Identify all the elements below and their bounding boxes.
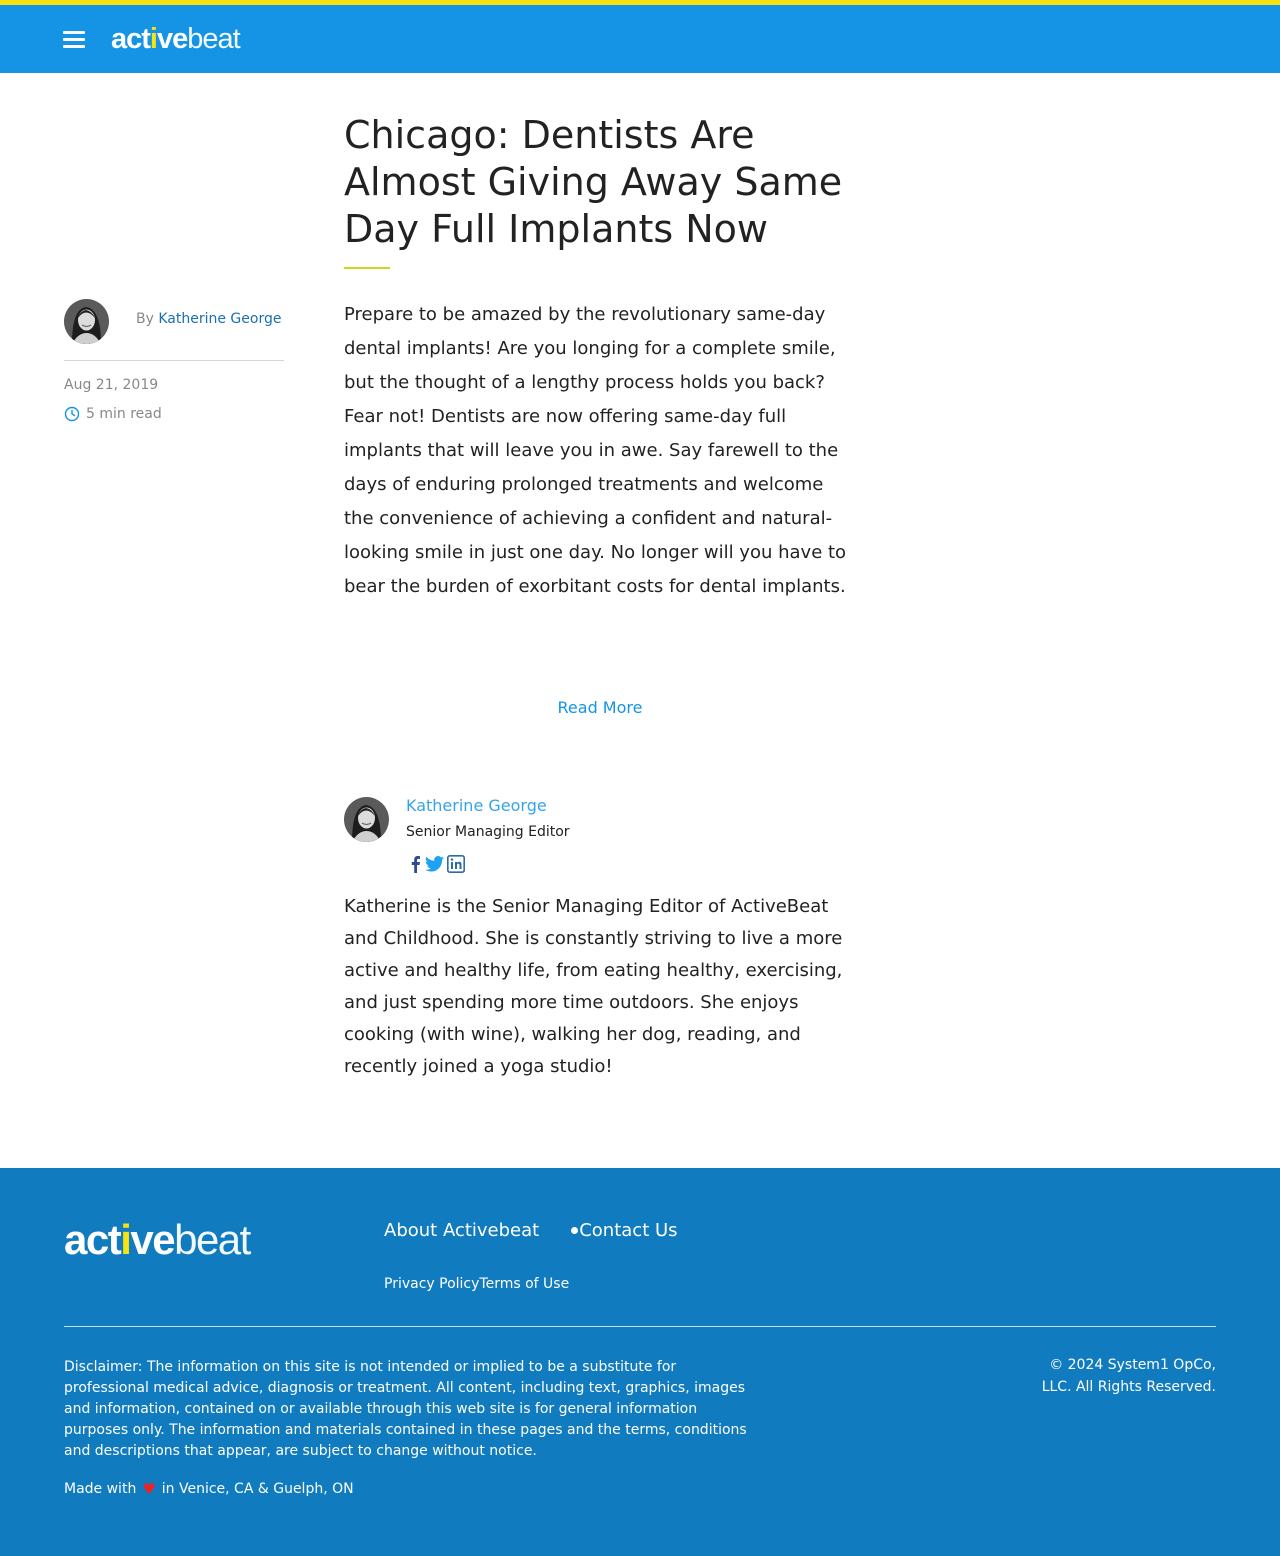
author-avatar[interactable] xyxy=(64,299,109,344)
byline-prefix: By xyxy=(136,311,154,327)
article-title: Chicago: Dentists Are Almost Giving Away Same Day Full Implants Now xyxy=(344,113,843,251)
publish-date: Aug 21, 2019 xyxy=(64,377,159,393)
hamburger-icon[interactable] xyxy=(63,31,85,49)
bio-author-name[interactable]: Katherine George xyxy=(406,796,547,815)
facebook-icon[interactable] xyxy=(408,855,422,873)
footer-legal-links xyxy=(384,1276,569,1292)
twitter-icon[interactable] xyxy=(425,855,444,873)
footer-link-privacy[interactable]: Privacy Policy xyxy=(384,1276,480,1292)
read-time xyxy=(64,406,162,422)
site-footer xyxy=(0,1168,1280,1556)
bio-author-role: Senior Managing Editor xyxy=(406,824,570,840)
footer-divider xyxy=(64,1326,1216,1327)
bio-avatar[interactable] xyxy=(344,797,389,842)
made-with-location: in Venice, CA & Guelph, ON xyxy=(161,1481,354,1497)
footer-link-terms[interactable]: Terms of Use xyxy=(479,1276,570,1292)
nav-separator-dot xyxy=(571,1227,578,1234)
read-time-label: 5 min read xyxy=(86,406,162,422)
footer-copyright: © 2024 System1 OpCo, LLC. All Rights Reserved. xyxy=(1041,1357,1216,1395)
footer-link-contact[interactable]: Contact Us xyxy=(579,1220,678,1241)
clock-icon xyxy=(64,406,80,422)
footer-disclaimer: Disclaimer: The information on this site is not intended or implied to be a substitute for professional medical advice, diagnosis or treatment. All content, including text, graphics, images and information, contained on or available through this web site is for general information purposes only. The information and materials contained in these pages and the terms, conditions and descriptions that appear, are subject to change without notice. xyxy=(64,1359,747,1459)
footer-logo[interactable]: activebeat xyxy=(64,1216,250,1263)
heart-icon: ♥ xyxy=(142,1480,156,1498)
footer-link-about[interactable]: About Activebeat xyxy=(384,1220,540,1241)
read-more-button[interactable]: Read More xyxy=(557,698,643,717)
bio-text: Katherine is the Senior Managing Editor of ActiveBeat and Childhood. She is constantly striving to live a more active and healthy life, from eating healthy, exercising, and just spending more time outdoors. She enjoys cooking (with wine), walking her dog, reading, and recently joined a yoga studio! xyxy=(344,896,843,1077)
byline xyxy=(136,311,281,327)
made-with-credit xyxy=(64,1480,354,1498)
social-links xyxy=(408,855,465,873)
author-link[interactable]: Katherine George xyxy=(158,311,282,327)
made-with-prefix: Made with xyxy=(64,1481,137,1497)
article-body: Prepare to be amazed by the revolutionary same-day dental implants! Are you longing for a complete smile, but the thought of a lengthy process holds you back? Fear not! Dentists are now offering same-day full implants that will leave you in awe. Say farewell to the days of enduring prolonged treatments and welcome the convenience of achieving a confident and natural-looking smile in just one day. No longer will you have to bear the burden of exorbitant costs for dental implants. xyxy=(344,304,847,597)
linkedin-icon[interactable] xyxy=(447,855,465,873)
footer-nav xyxy=(384,1220,678,1241)
sidebar-divider xyxy=(64,360,284,361)
title-underline xyxy=(344,267,390,269)
activebeat-logo[interactable]: activebeat xyxy=(111,23,240,55)
site-header xyxy=(0,5,1280,73)
